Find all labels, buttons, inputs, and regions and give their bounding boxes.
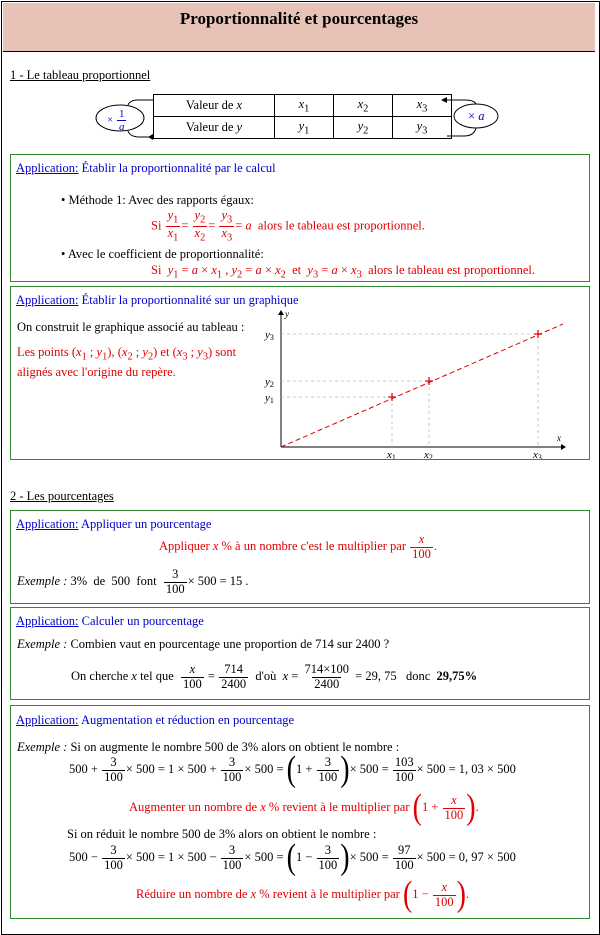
cell-y3: $y_3$ bbox=[393, 117, 452, 139]
method2-line: • Avec le coefficient de proportionnalité: bbox=[61, 247, 264, 261]
app1-heading bbox=[16, 161, 276, 176]
operator-times-a: × a bbox=[468, 109, 485, 123]
y3-tick: y3 bbox=[265, 329, 274, 342]
app5-increase-text: Si on augmente le nombre 500 de 3% alors on obtient le nombre : bbox=[70, 740, 400, 754]
x1-tick: x1 bbox=[387, 449, 396, 459]
method1-text: Méthode 1: Avec des rapports égaux: bbox=[68, 193, 254, 207]
cell-y1: $y_1$ bbox=[275, 117, 334, 139]
box-proportionality-graph bbox=[10, 286, 590, 460]
method1-line: • Méthode 1: Avec des rapports égaux: bbox=[61, 193, 254, 207]
y1-tick: y1 bbox=[265, 392, 274, 405]
y2-tick: y2 bbox=[265, 376, 274, 389]
app2-label: Application: bbox=[16, 293, 79, 307]
app4-heading bbox=[16, 614, 204, 629]
increase-formula: 500 + $\frac{3}{100}$ × 500 = 1 × 500 + $\frac{3}{100}$ × 500 = (1 + $\frac{3}{100}$ )× 500 = $\frac{103}{100}$ × 500 = 1, 03 × 500 bbox=[69, 749, 516, 790]
app4-label: Application: bbox=[16, 614, 79, 628]
app3-example: Exemple : 3% de 500 font $\frac{3}{100}$ × 500 = 15 . bbox=[17, 567, 249, 596]
title-bar bbox=[3, 3, 595, 52]
cell-y2: $y_2$ bbox=[334, 117, 393, 139]
section-2-heading: 2 - Les pourcentages bbox=[10, 489, 114, 503]
app1-label: Application: bbox=[16, 161, 79, 175]
app3-heading bbox=[16, 517, 211, 532]
box-compute-percentage bbox=[10, 607, 590, 700]
row-x-label: Valeur de x bbox=[154, 95, 275, 117]
page-title: Proportionnalité et pourcentages bbox=[179, 9, 419, 28]
x-axis-label: x bbox=[557, 433, 561, 443]
app4-solution: On cherche x tel que $\frac{x}{100}$ = $\frac{714}{2400}$ d'où x = $\frac{714\times 100}{2400}$ = 29, 75 donc 29,75% bbox=[71, 662, 478, 691]
app4-question: Combien vaut en pourcentage une proportion de 714 sur 2400 ? bbox=[70, 637, 390, 651]
app3-rule: Appliquer x % à un nombre c'est le multiplier par $\frac{x}{100}$ . bbox=[159, 532, 437, 561]
method2-formula: Si $y_1 = a \times x_1$ , $y_2 = a \times x_2$ et $y_3 = a \times x_3$ alors le tableau est proportionnel. bbox=[151, 263, 536, 281]
row-y-label: Valeur de y bbox=[154, 117, 275, 139]
app5-example-label: Exemple : bbox=[17, 740, 68, 754]
cell-x1: $x_1$ bbox=[275, 95, 334, 117]
x2-tick: x2 bbox=[424, 449, 433, 459]
x3-tick: x3 bbox=[533, 449, 542, 459]
decrease-formula: 500 − $\frac{3}{100}$ × 500 = 1 × 500 − $\frac{3}{100}$ × 500 = (1 − $\frac{3}{100}$ )× 500 = $\frac{97}{100}$ × 500 = 0, 97 × 500 bbox=[69, 837, 516, 878]
y-axis-label: y bbox=[285, 309, 289, 319]
app4-answer: 29,75% bbox=[436, 669, 478, 684]
app4-title: Calculer un pourcentage bbox=[81, 614, 204, 628]
cell-x3: $x_3$ bbox=[393, 95, 452, 117]
app3-title: Appliquer un pourcentage bbox=[80, 517, 212, 531]
increase-rule: Augmenter un nombre de x % revient à le multiplier par (1 + $\frac{x}{100}$ ). bbox=[129, 787, 479, 828]
app4-question-line bbox=[17, 637, 389, 652]
app5-label: Application: bbox=[16, 713, 79, 727]
method2-text: Avec le coefficient de proportionnalité: bbox=[67, 247, 264, 261]
app2-title: Établir la proportionnalité sur un graphique bbox=[81, 293, 299, 307]
operator-one-over-a: × $\frac{1}{a}$ bbox=[107, 108, 125, 134]
app5-title: Augmentation et réduction en pourcentage bbox=[80, 713, 295, 727]
box-apply-percentage bbox=[10, 510, 590, 604]
cell-x2: $x_2$ bbox=[334, 95, 393, 117]
box-proportionality-calculation bbox=[10, 154, 590, 282]
app5-heading bbox=[16, 713, 294, 728]
table-operators bbox=[90, 90, 510, 146]
decrease-line: Si on réduit le nombre 500 de 3% alors on obtient le nombre : bbox=[67, 827, 377, 841]
app2-heading bbox=[16, 293, 299, 308]
decrease-rule: Réduire un nombre de x % revient à le multiplier par (1 − $\frac{x}{100}$ ). bbox=[136, 874, 470, 915]
app4-example-label: Exemple : bbox=[17, 637, 68, 651]
section-1-heading: 1 - Le tableau proportionnel bbox=[10, 68, 151, 82]
app1-title: Établir la proportionnalité par le calcul bbox=[81, 161, 276, 175]
box-increase-decrease bbox=[10, 705, 590, 919]
method1-formula: Si $\frac{y_1}{x_1}$ = $\frac{y_2}{x_2}$ = $\frac{y_3}{x_3}$ = a alors le tableau est proportionnel. bbox=[151, 208, 425, 244]
app2-line1: On construit le graphique associé au tableau : bbox=[17, 320, 245, 334]
app2-line2: Les points ($x_1$ ; $y_1$), ($x_2$ ; $y_2$) et ($x_3$ ; $y_3$) sont alignés avec l'origine du repère. bbox=[17, 345, 237, 380]
app3-label: Application: bbox=[16, 517, 79, 531]
proportionality-graph bbox=[261, 307, 581, 459]
